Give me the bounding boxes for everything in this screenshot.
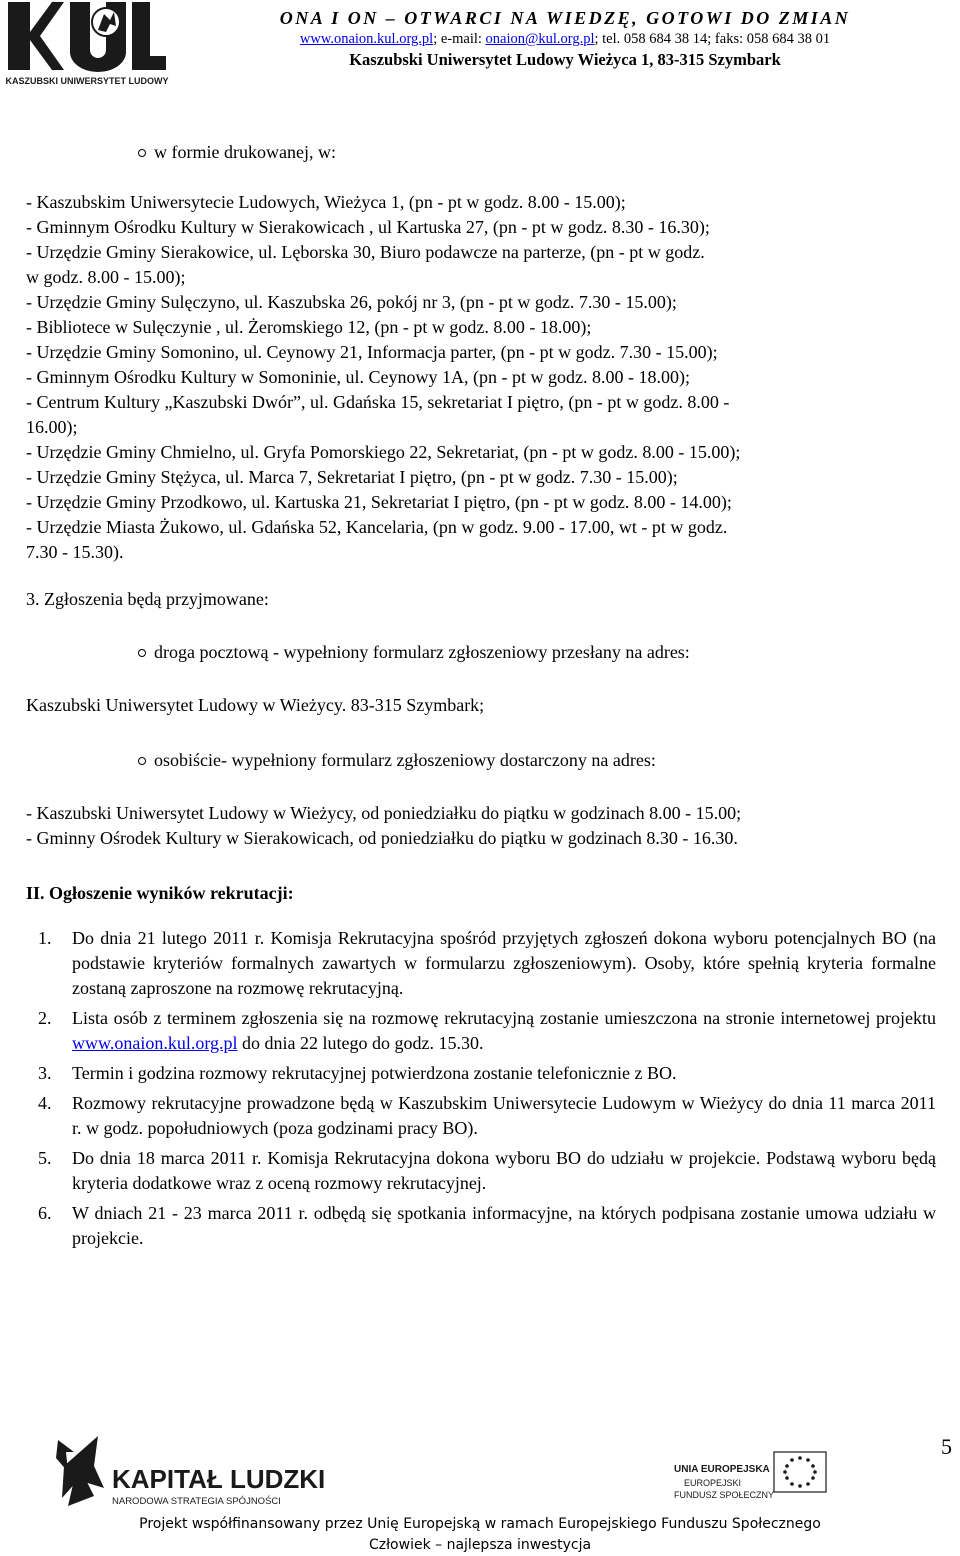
address-line: - Kaszubski Uniwersytet Ludowy w Wieżycy, od poniedziałku do piątku w godzinach 8.00 - 15.00; — [26, 803, 742, 823]
printed-form-locations — [26, 190, 936, 565]
page-number: 5 — [941, 1434, 952, 1459]
location-line: - Urzędzie Miasta Żukowo, ul. Gdańska 52, Kancelaria, (pn w godz. 9.00 - 17.00, wt - pt w godz. — [26, 517, 728, 537]
list-item: 4. Rozmowy rekrutacyjne prowadzone będą w Kaszubskim Uniwersytecie Ludowym w Wieżycy do dnia 11 marca 2011 r. w godz. popołudniowych (poza godzinami pracy BO). — [38, 1093, 936, 1138]
footer-text — [0, 1514, 960, 1556]
location-line: - Bibliotece w Sulęczynie , ul. Żeromskiego 12, (pn - pt w godz. 8.00 - 18.00); — [26, 317, 592, 337]
location-line: - Urzędzie Gminy Stężyca, ul. Marca 7, Sekretariat I piętro, (pn - pt w godz. 7.30 - 15.00); — [26, 467, 678, 487]
list-item: 5. Do dnia 18 marca 2011 r. Komisja Rekrutacyjna dokona wyboru BO do udziału w projekcie. Podstawą wyboru będą kryteria dodatkowe wraz z oceną rozmowy rekrutacyjnej. — [38, 1148, 936, 1193]
kapital-subtitle: NARODOWA STRATEGIA SPÓJNOŚCI — [112, 1496, 281, 1507]
footer-line-2: Człowiek – najlepsza inwestycja — [368, 1537, 592, 1553]
email-link[interactable]: onaion@kul.org.pl — [485, 31, 595, 47]
logo-text: KASZUBSKI UNIWERSYTET LUDOWY — [5, 76, 169, 86]
list-item: 6. W dniach 21 - 23 marca 2011 r. odbędą się spotkania informacyjne, na których podpisana zostanie umowa udziału w projekcie. — [38, 1203, 936, 1248]
location-line: - Gminnym Ośrodku Kultury w Sierakowicach , ul Kartuska 27, (pn - pt w godz. 8.30 - 16.30); — [26, 217, 710, 237]
location-line: - Urzędzie Gminy Sulęczyno, ul. Kaszubska 26, pokój nr 3, (pn - pt w godz. 7.30 - 15.00); — [26, 292, 677, 312]
location-line: w godz. 8.00 - 15.00); — [26, 267, 186, 287]
location-line: - Urzędzie Gminy Chmielno, ul. Gryfa Pomorskiego 22, Sekretariat, (pn - pt w godz. 8.00 - 15.00); — [26, 442, 741, 462]
location-line: - Urzędzie Gminy Somonino, ul. Ceynowy 21, Informacja parter, (pn - pt w godz. 7.30 - 15.00); — [26, 342, 718, 362]
ue-subtitle-2: FUNDUSZ SPOŁECZNY — [674, 1490, 775, 1500]
location-line: - Gminnym Ośrodku Kultury w Somoninie, ul. Ceynowy 1A, (pn - pt w godz. 8.00 - 18.00); — [26, 367, 690, 387]
eu-logo — [670, 1442, 830, 1522]
location-line: 7.30 - 15.30). — [26, 542, 124, 562]
website-link[interactable]: www.onaion.kul.org.pl — [299, 31, 434, 47]
ue-subtitle-1: EUROPEJSKI — [684, 1478, 742, 1488]
project-motto: ONA I ON – OTWARCI NA WIEDZĘ, GOTOWI DO ZMIAN — [279, 8, 851, 28]
list-item: 3. Termin i godzina rozmowy rekrutacyjnej potwierdzona zostanie telefonicznie z BO. — [38, 1063, 677, 1083]
letterhead — [0, 0, 960, 92]
bullet-personal: osobiście- wypełniony formularz zgłoszeniowy dostarczony na adres: — [26, 748, 936, 773]
kapital-ludzki-logo — [54, 1436, 326, 1522]
document-body — [26, 140, 936, 1256]
location-line: - Centrum Kultury „Kaszubski Dwór”, ul. Gdańska 15, sekretariat I piętro, (pn - pt w godz. 8.00 - — [26, 392, 730, 412]
project-website-link[interactable]: www.onaion.kul.org.pl — [72, 1033, 238, 1053]
results-list — [26, 926, 936, 1251]
location-line: - Kaszubskim Uniwersytecie Ludowych, Wieżyca 1, (pn - pt w godz. 8.00 - 15.00); — [26, 192, 626, 212]
location-line: 16.00); — [26, 417, 78, 437]
location-line: - Urzędzie Gminy Przodkowo, ul. Kartuska 21, Sekretariat I piętro, (pn - pt w godz. 8.00 - 14.00); — [26, 492, 732, 512]
header-address: Kaszubski Uniwersytet Ludowy Wieżyca 1, 83-315 Szymbark — [349, 50, 781, 69]
kapital-title: KAPITAŁ LUDZKI — [112, 1464, 326, 1494]
email-label: e-mail: — [440, 31, 482, 47]
ue-title: UNIA EUROPEJSKA — [674, 1464, 770, 1475]
bullet-postal: droga pocztową - wypełniony formularz zgłoszeniowy przesłany na adres: — [26, 640, 936, 665]
list-item: 2. Lista osób z terminem zgłoszenia się na rozmowę rekrutacyjną zostanie umieszczona na stronie internetowej projektu www.onaion.kul.org.pl do dnia 22 lutego do godz. 15.30. — [38, 1008, 936, 1053]
location-line: - Urzędzie Gminy Sierakowice, ul. Lęborska 30, Biuro podawcze na parterze, (pn - pt w godz. — [26, 242, 705, 262]
phone-fax: tel. 058 684 38 14; faks: 058 684 38 01 — [602, 31, 831, 47]
personal-addresses — [26, 801, 936, 851]
bullet-printed-form: w formie drukowanej, w: — [26, 140, 936, 165]
kul-logo — [4, 0, 170, 90]
footer-line-1: Projekt współfinansowany przez Unię Europejską w ramach Europejskiego Funduszu Społecznego — [139, 1516, 821, 1532]
address-line: - Gminny Ośrodek Kultury w Sierakowicach, od poniedziałku do piątku w godzinach 8.30 - 16.30. — [26, 828, 738, 848]
contact-line: www.onaion.kul.org.pl; e-mail: onaion@kul.org.pl; tel. 058 684 38 14; faks: 058 684 38 01 — [299, 31, 831, 47]
section-ii-heading: II. Ogłoszenie wyników rekrutacji: — [26, 883, 294, 903]
section-3-heading: 3. Zgłoszenia będą przyjmowane: — [26, 589, 269, 609]
list-item: 1. Do dnia 21 lutego 2011 r. Komisja Rekrutacyjna spośród przyjętych zgłoszeń dokona wyboru potencjalnych BO (na podstawie kryteriów formalnych zawartych w formularzu zgłoszeniowym). Osoby, które spełnią kryteria formalne zostaną zaproszone na rozmowę rekrutacyjną. — [38, 928, 936, 998]
postal-address: Kaszubski Uniwersytet Ludowy w Wieżycy. 83-315 Szymbark; — [26, 695, 485, 715]
